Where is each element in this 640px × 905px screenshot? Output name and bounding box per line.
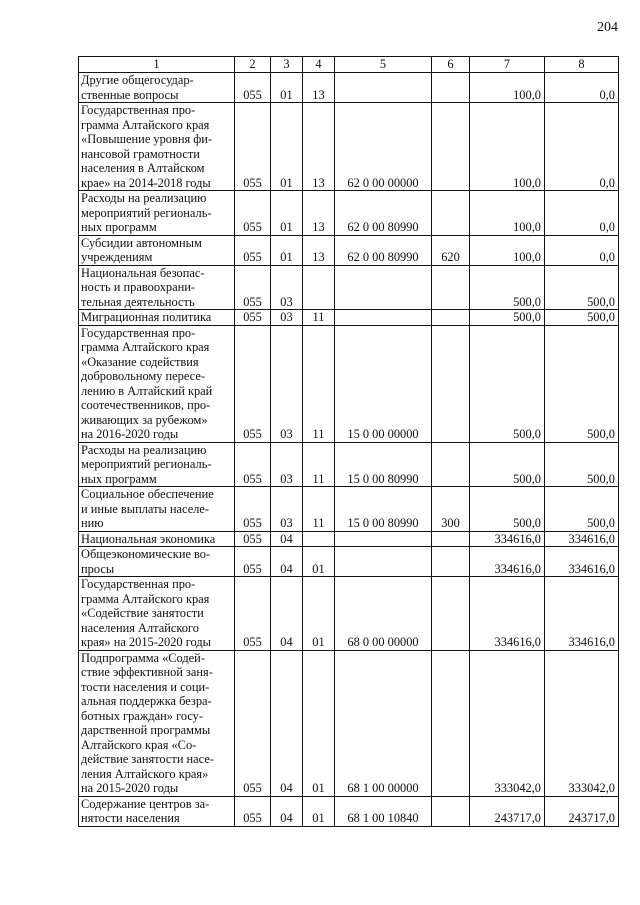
page-number: 204 <box>597 20 618 35</box>
subsection-code <box>303 265 335 310</box>
table-row <box>79 265 619 310</box>
subsection-code: 13 <box>303 235 335 265</box>
ministry-code: 055 <box>235 310 271 326</box>
expense-type-code: 300 <box>432 487 470 532</box>
amount-col7: 243717,0 <box>470 796 545 826</box>
item-name: Государственная про- грамма Алтайского края «Содействие занятости населения Алтайского края» на 2015-2020 годы <box>79 577 235 651</box>
item-name: Государственная про- грамма Алтайского края «Повышение уровня фи- нансовой грамотности населения в Алтайском крае» на 2014-2018 годы <box>79 103 235 191</box>
amount-col8: 334616,0 <box>545 547 619 577</box>
ministry-code: 055 <box>235 796 271 826</box>
amount-col8: 500,0 <box>545 265 619 310</box>
expense-type-code <box>432 191 470 236</box>
item-name: Общеэкономические во- просы <box>79 547 235 577</box>
section-code: 04 <box>271 577 303 651</box>
subsection-code: 01 <box>303 650 335 796</box>
amount-col8: 0,0 <box>545 191 619 236</box>
table-row <box>79 577 619 651</box>
subsection-code: 11 <box>303 442 335 487</box>
amount-col7: 334616,0 <box>470 547 545 577</box>
amount-col7: 500,0 <box>470 310 545 326</box>
section-code: 04 <box>271 531 303 547</box>
amount-col8: 334616,0 <box>545 577 619 651</box>
expense-type-code <box>432 577 470 651</box>
amount-col7: 100,0 <box>470 73 545 103</box>
target-item-code: 15 0 00 00000 <box>335 325 432 442</box>
ministry-code: 055 <box>235 73 271 103</box>
section-code: 03 <box>271 310 303 326</box>
ministry-code: 055 <box>235 325 271 442</box>
expense-type-code <box>432 73 470 103</box>
column-header: 5 <box>335 57 432 73</box>
item-name: Другие общегосудар- ственные вопросы <box>79 73 235 103</box>
ministry-code: 055 <box>235 487 271 532</box>
subsection-code: 13 <box>303 191 335 236</box>
amount-col7: 500,0 <box>470 442 545 487</box>
amount-col7: 333042,0 <box>470 650 545 796</box>
column-header: 2 <box>235 57 271 73</box>
column-header: 8 <box>545 57 619 73</box>
column-header: 7 <box>470 57 545 73</box>
column-header: 6 <box>432 57 470 73</box>
ministry-code: 055 <box>235 235 271 265</box>
target-item-code: 15 0 00 80990 <box>335 487 432 532</box>
target-item-code: 15 0 00 80990 <box>335 442 432 487</box>
target-item-code: 68 1 00 10840 <box>335 796 432 826</box>
subsection-code: 11 <box>303 310 335 326</box>
expense-type-code <box>432 442 470 487</box>
column-header: 3 <box>271 57 303 73</box>
ministry-code: 055 <box>235 265 271 310</box>
item-name: Социальное обеспечение и иные выплаты населе- нию <box>79 487 235 532</box>
target-item-code <box>335 547 432 577</box>
section-code: 01 <box>271 191 303 236</box>
section-code: 03 <box>271 487 303 532</box>
item-name: Расходы на реализацию мероприятий региональ- ных программ <box>79 191 235 236</box>
table-row <box>79 487 619 532</box>
amount-col8: 0,0 <box>545 103 619 191</box>
table-row <box>79 235 619 265</box>
amount-col7: 100,0 <box>470 191 545 236</box>
table-row <box>79 103 619 191</box>
expense-type-code <box>432 103 470 191</box>
amount-col8: 334616,0 <box>545 531 619 547</box>
amount-col7: 100,0 <box>470 103 545 191</box>
expense-type-code <box>432 547 470 577</box>
section-code: 04 <box>271 547 303 577</box>
subsection-code: 01 <box>303 577 335 651</box>
item-name: Содержание центров за- нятости населения <box>79 796 235 826</box>
amount-col7: 334616,0 <box>470 577 545 651</box>
table-header-row <box>79 57 619 73</box>
amount-col8: 500,0 <box>545 487 619 532</box>
amount-col7: 500,0 <box>470 265 545 310</box>
ministry-code: 055 <box>235 442 271 487</box>
amount-col7: 500,0 <box>470 487 545 532</box>
ministry-code: 055 <box>235 577 271 651</box>
table-row <box>79 325 619 442</box>
item-name: Национальная экономика <box>79 531 235 547</box>
item-name: Миграционная политика <box>79 310 235 326</box>
table-row <box>79 547 619 577</box>
target-item-code <box>335 265 432 310</box>
subsection-code: 11 <box>303 325 335 442</box>
table-row <box>79 73 619 103</box>
ministry-code: 055 <box>235 650 271 796</box>
amount-col8: 500,0 <box>545 310 619 326</box>
subsection-code <box>303 531 335 547</box>
table-row <box>79 442 619 487</box>
item-name: Государственная про- грамма Алтайского края «Оказание содействия добровольному пересе- лению в Алтайский край соотечественников, про- живающих за рубежом» на 2016-2020 годы <box>79 325 235 442</box>
amount-col8: 243717,0 <box>545 796 619 826</box>
target-item-code <box>335 73 432 103</box>
expense-type-code <box>432 325 470 442</box>
target-item-code <box>335 531 432 547</box>
subsection-code: 13 <box>303 103 335 191</box>
table-row <box>79 191 619 236</box>
column-header: 1 <box>79 57 235 73</box>
amount-col8: 0,0 <box>545 73 619 103</box>
item-name: Расходы на реализацию мероприятий региональ- ных программ <box>79 442 235 487</box>
section-code: 04 <box>271 796 303 826</box>
amount-col8: 0,0 <box>545 235 619 265</box>
column-header: 4 <box>303 57 335 73</box>
budget-table <box>78 56 619 827</box>
expense-type-code <box>432 310 470 326</box>
expense-type-code: 620 <box>432 235 470 265</box>
expense-type-code <box>432 531 470 547</box>
ministry-code: 055 <box>235 547 271 577</box>
amount-col7: 100,0 <box>470 235 545 265</box>
table-row <box>79 796 619 826</box>
ministry-code: 055 <box>235 191 271 236</box>
item-name: Национальная безопас- ность и правоохрани- тельная деятельность <box>79 265 235 310</box>
amount-col8: 333042,0 <box>545 650 619 796</box>
amount-col8: 500,0 <box>545 442 619 487</box>
subsection-code: 11 <box>303 487 335 532</box>
section-code: 04 <box>271 650 303 796</box>
section-code: 03 <box>271 325 303 442</box>
amount-col8: 500,0 <box>545 325 619 442</box>
item-name: Подпрограмма «Содей- ствие эффективной заня- тости населения и соци- альная поддержка безра- ботных граждан» госу- дарственной программы Алтайского края «Со- действие занятости насе- ления Алтайского края» на 2015-2020 годы <box>79 650 235 796</box>
ministry-code: 055 <box>235 531 271 547</box>
expense-type-code <box>432 650 470 796</box>
target-item-code: 62 0 00 80990 <box>335 191 432 236</box>
amount-col7: 334616,0 <box>470 531 545 547</box>
section-code: 01 <box>271 235 303 265</box>
section-code: 03 <box>271 265 303 310</box>
section-code: 03 <box>271 442 303 487</box>
table-row <box>79 310 619 326</box>
expense-type-code <box>432 265 470 310</box>
target-item-code <box>335 310 432 326</box>
item-name: Субсидии автономным учреждениям <box>79 235 235 265</box>
target-item-code: 68 1 00 00000 <box>335 650 432 796</box>
subsection-code: 01 <box>303 796 335 826</box>
section-code: 01 <box>271 73 303 103</box>
expense-type-code <box>432 796 470 826</box>
target-item-code: 62 0 00 00000 <box>335 103 432 191</box>
subsection-code: 01 <box>303 547 335 577</box>
target-item-code: 68 0 00 00000 <box>335 577 432 651</box>
target-item-code: 62 0 00 80990 <box>335 235 432 265</box>
table-row <box>79 531 619 547</box>
amount-col7: 500,0 <box>470 325 545 442</box>
ministry-code: 055 <box>235 103 271 191</box>
section-code: 01 <box>271 103 303 191</box>
subsection-code: 13 <box>303 73 335 103</box>
table-row <box>79 650 619 796</box>
